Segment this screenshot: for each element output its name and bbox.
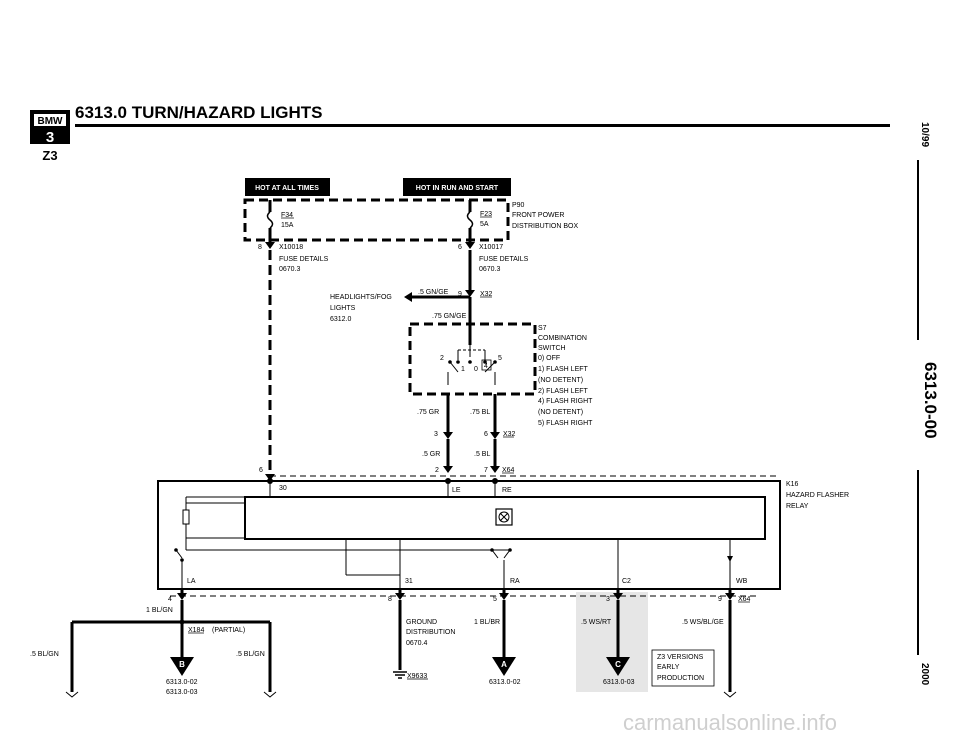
- relay-name-1: HAZARD FLASHER: [786, 492, 850, 499]
- ref-a: 6313.0-02: [489, 679, 521, 686]
- flag-b: [170, 657, 194, 676]
- side-bar: [918, 122, 940, 686]
- relay-tLE: LE: [452, 487, 461, 494]
- hot-in-run-label: HOT IN RUN AND START: [415, 185, 499, 192]
- relay-tLA: LA: [187, 578, 196, 585]
- watermark: carmanualsonline.info: [622, 710, 838, 735]
- splice-x184: X184: [188, 627, 205, 634]
- ground-symbol-icon: [393, 672, 407, 678]
- note-line-1: Z3 VERSIONS: [657, 654, 704, 661]
- label-1-blbr: 1 BL/BR: [474, 619, 501, 626]
- headlights-pin: 9: [458, 291, 462, 298]
- fuse-details-1: FUSE DETAILS: [279, 256, 329, 263]
- pin-3-mid: 3: [434, 431, 438, 438]
- switch-pos-2: 2) FLASH LEFT: [538, 388, 588, 395]
- pin-5-bottom: 5: [493, 596, 497, 603]
- switch-name-1: COMBINATION: [538, 335, 587, 342]
- box-name-2: DISTRIBUTION BOX: [512, 223, 579, 230]
- early-production-shade: [576, 592, 648, 692]
- svg-text:A: A: [501, 660, 507, 669]
- fuse1-rating: 15A: [281, 222, 294, 229]
- pin-8-bottom: 8: [388, 596, 392, 603]
- label-05-bl: .5 BL: [474, 451, 491, 458]
- label-right-05-blgn: .5 BL/GN: [236, 651, 265, 658]
- switch-pos-4: 4) FLASH RIGHT: [538, 398, 593, 405]
- pin-2-x64: 2: [435, 467, 439, 474]
- brand-text: BMW: [37, 116, 63, 127]
- switch-pos-0: 0) OFF: [538, 355, 561, 362]
- label-075-gr: .75 GR: [417, 409, 440, 416]
- relay-tC2: C2: [622, 578, 631, 585]
- splice-partial: (PARTIAL): [212, 627, 246, 634]
- combination-switch-outline: [410, 324, 535, 394]
- page-title: 6313.0 TURN/HAZARD LIGHTS: [75, 103, 323, 122]
- label-05-wsblge: .5 WS/BL/GE: [682, 619, 724, 626]
- note-line-3: PRODUCTION: [657, 675, 705, 682]
- label-05-gr: .5 GR: [422, 451, 441, 458]
- pin-7-x64: 7: [484, 467, 488, 474]
- fuse-ref-1: 0670.3: [279, 266, 301, 273]
- pin-6-mid: 6: [484, 431, 488, 438]
- relay-id: K16: [786, 481, 799, 488]
- label-075-bl: .75 BL: [470, 409, 491, 416]
- ground-ref: 0670.4: [406, 640, 428, 647]
- ground-label-1: GROUND: [406, 619, 438, 626]
- title-rule: [75, 124, 890, 127]
- relay-internal: [174, 481, 765, 589]
- conn-x10018: X10018: [279, 244, 304, 251]
- headlights-line2: LIGHTS: [330, 305, 356, 312]
- early-production-note: [652, 650, 714, 686]
- fuse-f34: [265, 200, 275, 249]
- svg-text:B: B: [179, 660, 185, 669]
- combination-switch-contacts: [448, 345, 497, 385]
- fuse-details-2: FUSE DETAILS: [479, 256, 529, 263]
- headlights-wire: .5 GN/GE: [418, 289, 449, 296]
- switch-name-2: SWITCH: [538, 345, 566, 352]
- side-year: 2000: [919, 663, 930, 686]
- pin-6-top: 6: [458, 244, 462, 251]
- switch-pos-5: 5) FLASH RIGHT: [538, 420, 593, 427]
- flag-a: [492, 657, 516, 676]
- switch-pos-1b: (NO DETENT): [538, 377, 584, 384]
- fuse-f23: [465, 200, 475, 249]
- relay-tRA: RA: [510, 578, 520, 585]
- box-name-1: FRONT POWER: [512, 212, 565, 219]
- hot-at-all-times-box: [245, 178, 330, 196]
- switch-pos-1: 1) FLASH LEFT: [538, 366, 588, 373]
- fuse-ref-2: 0670.3: [479, 266, 501, 273]
- switch-t0: 0: [474, 366, 478, 373]
- switch-id: S7: [538, 325, 547, 332]
- pin-3-bottom: 3: [606, 596, 610, 603]
- ref-b1: 6313.0-02: [166, 679, 198, 686]
- fuse1-name: F34: [281, 212, 294, 219]
- pin-4-bottom: 4: [168, 596, 172, 603]
- hot-in-run-box: [403, 178, 511, 196]
- switch-t1: 1: [461, 366, 465, 373]
- ground-label-2: DISTRIBUTION: [406, 629, 456, 636]
- relay-t31: 31: [405, 578, 413, 585]
- note-line-2: EARLY: [657, 664, 680, 671]
- switch-t2: 2: [440, 355, 444, 362]
- model-label: Z3: [42, 148, 58, 163]
- pin-8-top: 8: [258, 244, 262, 251]
- relay-name-2: RELAY: [786, 503, 809, 510]
- fuse2-name: F23: [480, 211, 493, 218]
- headlights-line1: HEADLIGHTS/FOG: [330, 294, 392, 301]
- label-1-blgn: 1 BL/GN: [146, 607, 173, 614]
- conn-x32-top: X32: [480, 291, 493, 298]
- fuse2-rating: 5A: [480, 221, 489, 228]
- relay-pin-6: 6: [259, 467, 263, 474]
- svg-text:C: C: [615, 660, 621, 669]
- ref-c: 6313.0-03: [603, 679, 635, 686]
- label-05-wsrt: .5 WS/RT: [581, 619, 612, 626]
- switch-t4: 4: [484, 363, 488, 370]
- switch-pos-4b: (NO DETENT): [538, 409, 584, 416]
- conn-x64-mid: X64: [502, 467, 515, 474]
- side-date: 10/99: [919, 122, 930, 148]
- model-number: 3: [45, 129, 55, 146]
- bottom-pins: [177, 589, 735, 600]
- relay-tWB: WB: [736, 578, 748, 585]
- hot-at-all-times-label: HOT AT ALL TIMES: [255, 185, 319, 192]
- ref-b2: 6313.0-03: [166, 689, 198, 696]
- ground-conn: X9633: [407, 673, 428, 680]
- headlights-ref: 6312.0: [330, 316, 352, 323]
- conn-x10017: X10017: [479, 244, 504, 251]
- conn-x64-bottom: X64: [738, 596, 751, 603]
- switch-t5: 5: [498, 355, 502, 362]
- relay-t30: 30: [279, 485, 287, 492]
- box-id: P90: [512, 202, 525, 209]
- pin-9-bottom: 9: [718, 596, 722, 603]
- relay-tRE: RE: [502, 487, 512, 494]
- bmw-logo: [30, 110, 70, 146]
- label-left-05-blgn: .5 BL/GN: [30, 651, 59, 658]
- side-page-number: 6313.0-00: [921, 362, 940, 439]
- conn-x32-mid: X32: [503, 431, 516, 438]
- wire-075-gnge: .75 GN/GE: [432, 313, 467, 320]
